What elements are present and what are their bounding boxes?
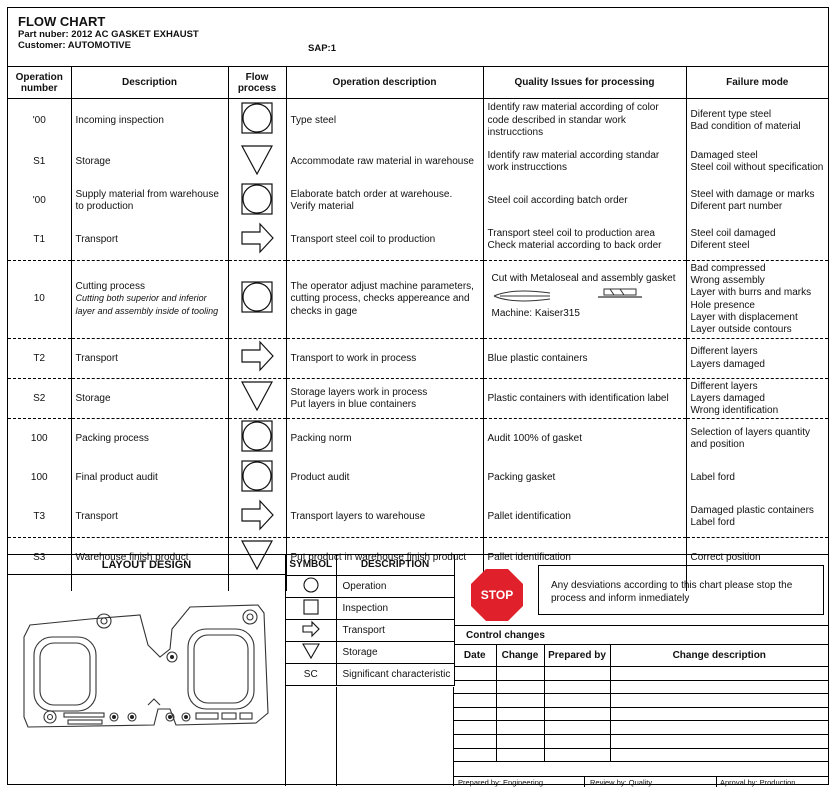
failure-mode: Damaged plastic containers Label ford (686, 498, 828, 538)
control-changes-title: Control changes (466, 630, 545, 641)
legend-label: Transport (336, 619, 454, 641)
quality-issue: Identify raw material according standar work instrucctions (483, 143, 686, 182)
inspection-symbol-icon (240, 419, 275, 454)
flow-row (8, 379, 828, 419)
transport-symbol-icon (240, 339, 275, 374)
flow-symbol (228, 459, 286, 498)
op-number: 100 (8, 419, 71, 459)
change-row[interactable] (454, 748, 828, 762)
op-desc: Transport (71, 221, 228, 261)
flow-chart-sheet (7, 7, 829, 785)
document-title: FLOW CHART (18, 14, 106, 29)
failure-mode: Correct position (686, 538, 828, 578)
legend-row (286, 575, 454, 597)
legend-symbol: SC (286, 663, 336, 685)
legend-inspection-icon (302, 598, 320, 616)
operation-description: Packing norm (286, 419, 483, 459)
operation-description: Transport steel coil to production (286, 221, 483, 261)
quality-issue: Blue plastic containers (483, 339, 686, 379)
col-quality-issues: Quality Issues for processing (483, 67, 686, 99)
part-number: Part nuber: 2012 AC GASKET EXHAUST (18, 28, 199, 40)
operation-description: Accommodate raw material in warehouse (286, 143, 483, 182)
desc-note: Cutting both superior and inferior layer and assembly inside of tooling (75, 293, 219, 316)
gasket-drawing (20, 597, 270, 747)
op-number: S2 (8, 379, 71, 419)
op-number: T3 (8, 498, 71, 538)
operation-description: Product audit (286, 459, 483, 498)
transport-symbol-icon (240, 221, 275, 256)
flow-symbol (228, 339, 286, 379)
quality-issue (483, 261, 686, 339)
change-row[interactable] (454, 734, 828, 748)
inspection-symbol-icon (240, 459, 275, 494)
cc-col-date: Date (454, 645, 496, 667)
failure-mode: Diferent type steel Bad condition of material (686, 99, 828, 143)
symbol-legend (286, 555, 455, 686)
stop-label: STOP (480, 588, 514, 602)
operation-description: Type steel (286, 99, 483, 143)
flow-table-header (8, 67, 828, 99)
legend-symbol (286, 575, 336, 597)
quality-issue: Transport steel coil to production area Check material according to back order (483, 221, 686, 261)
storage-symbol-icon (240, 143, 275, 178)
flow-symbol (228, 419, 286, 459)
approval-by: Aproval by: Production (720, 778, 796, 787)
op-desc: Transport (71, 498, 228, 538)
quality-text: Cut with Metaloseal and assembly gasket (491, 272, 676, 284)
stop-message: Any desviations according to this chart please stop the process and inform inmediately (538, 565, 824, 615)
flow-row (8, 221, 828, 261)
cc-col-change-description: Change description (610, 645, 828, 667)
inspection-symbol-icon (240, 182, 275, 217)
op-number: '00 (8, 99, 71, 143)
operation-description: Put product in warehouse finish product (286, 538, 483, 578)
op-desc: Warehouse finish product (71, 538, 228, 578)
failure-mode: Steel with damage or marks Diferent part number (686, 182, 828, 221)
flow-row (8, 99, 828, 143)
op-number: T2 (8, 339, 71, 379)
op-desc: Storage (71, 379, 228, 419)
operation-description: Storage layers work in process Put layers in blue containers (286, 379, 483, 419)
transport-symbol-icon (240, 498, 275, 533)
operation-description: The operator adjust machine parameters, cutting process, checks appereance and checks in gage (286, 261, 483, 339)
flow-symbol (228, 182, 286, 221)
flow-row (8, 261, 828, 339)
op-number: S1 (8, 143, 71, 182)
legend-symbol (286, 597, 336, 619)
op-desc: Final product audit (71, 459, 228, 498)
gasket-layer-icon (492, 289, 552, 303)
quality-issue: Pallet identification (483, 538, 686, 578)
failure-mode: Label ford (686, 459, 828, 498)
operation-description: Transport layers to warehouse (286, 498, 483, 538)
stop-sign-icon (470, 568, 524, 622)
legend-transport-icon (302, 620, 320, 638)
operation-description: Elaborate batch order at warehouse. Verify material (286, 182, 483, 221)
review-by: Review by: Quality (590, 778, 653, 787)
failure-mode: Bad compressed Wrong assembly Layer with burrs and marks Hole presence Layer with displacement Layer outside contours (686, 261, 828, 339)
op-number: T1 (8, 221, 71, 261)
change-row[interactable] (454, 680, 828, 694)
quality-issue: Steel coil according batch order (483, 182, 686, 221)
op-number: 100 (8, 459, 71, 498)
quality-machine: Machine: Kaiser315 (491, 307, 580, 319)
op-desc: Cutting process Cutting both superior and inferior layer and assembly inside of tooling (71, 261, 228, 339)
change-row[interactable] (454, 694, 828, 708)
assembly-icon (598, 287, 642, 301)
customer: Customer: AUTOMOTIVE (18, 39, 131, 51)
legend-row (286, 619, 454, 641)
col-description: Description (71, 67, 228, 99)
failure-mode: Steel coil damaged Diferent steel (686, 221, 828, 261)
quality-issue: Packing gasket (483, 459, 686, 498)
flow-row (8, 459, 828, 498)
flow-chart-table (8, 66, 828, 591)
failure-mode: Selection of layers quantity and position (686, 419, 828, 459)
col-operation-number: Operation number (8, 67, 71, 99)
op-desc: Transport (71, 339, 228, 379)
quality-issue: Pallet identification (483, 498, 686, 538)
op-desc: Supply material from warehouse to production (71, 182, 228, 221)
op-number: S3 (8, 538, 71, 578)
change-row[interactable] (454, 721, 828, 735)
failure-mode: Different layers Layers damaged (686, 339, 828, 379)
flow-symbol (228, 379, 286, 419)
op-desc: Incoming inspection (71, 99, 228, 143)
legend-operation-icon (302, 576, 320, 594)
legend-row (286, 597, 454, 619)
cc-col-change: Change (496, 645, 544, 667)
col-operation-description: Operation description (286, 67, 483, 99)
flow-row (8, 143, 828, 182)
prepared-by: Prepared by: Engineering (458, 778, 544, 787)
bottom-section (8, 554, 828, 785)
change-row[interactable] (454, 707, 828, 721)
storage-symbol-icon (240, 379, 275, 414)
legend-symbol (286, 641, 336, 663)
flow-row (8, 419, 828, 459)
legend-description-header: DESCRIPTION (336, 555, 454, 575)
flow-row (8, 339, 828, 379)
col-failure-mode: Failure mode (686, 67, 828, 99)
legend-row (286, 663, 454, 685)
op-number: 10 (8, 261, 71, 339)
flow-symbol (228, 261, 286, 339)
failure-mode: Damaged steel Steel coil without specification (686, 143, 828, 182)
approval-footer (454, 776, 828, 786)
operation-description: Transport to work in process (286, 339, 483, 379)
legend-label: Storage (336, 641, 454, 663)
flow-symbol (228, 221, 286, 261)
quality-issue: Audit 100% of gasket (483, 419, 686, 459)
control-changes-table (454, 644, 828, 762)
flow-symbol (228, 99, 286, 143)
quality-issue: Plastic containers with identification label (483, 379, 686, 419)
legend-label: Operation (336, 575, 454, 597)
legend-row (286, 641, 454, 663)
flow-row (8, 182, 828, 221)
inspection-symbol-icon (240, 101, 275, 136)
legend-label: Inspection (336, 597, 454, 619)
legend-empty-area (286, 687, 454, 786)
legend-symbol (286, 619, 336, 641)
operation-symbol-icon (240, 280, 275, 315)
cc-col-prepared-by: Prepared by (544, 645, 610, 667)
legend-storage-icon (302, 642, 320, 660)
op-number: '00 (8, 182, 71, 221)
legend-label: Significant characteristic (336, 663, 454, 685)
document-header (18, 15, 199, 52)
quality-issue: Identify raw material according of color code described in standar work instrucctions (483, 99, 686, 143)
legend-symbol-header: SYMBOL (286, 555, 336, 575)
op-desc: Storage (71, 143, 228, 182)
sap-number: SAP:1 (308, 43, 336, 54)
layout-design-title: LAYOUT DESIGN (8, 555, 286, 575)
flow-row (8, 498, 828, 538)
op-desc: Packing process (71, 419, 228, 459)
change-row[interactable] (454, 667, 828, 681)
flow-symbol (228, 143, 286, 182)
layout-design-drawing (8, 575, 286, 786)
failure-mode: Different layers Layers damaged Wrong identification (686, 379, 828, 419)
flow-symbol (228, 498, 286, 538)
col-flow-process: Flow process (228, 67, 286, 99)
